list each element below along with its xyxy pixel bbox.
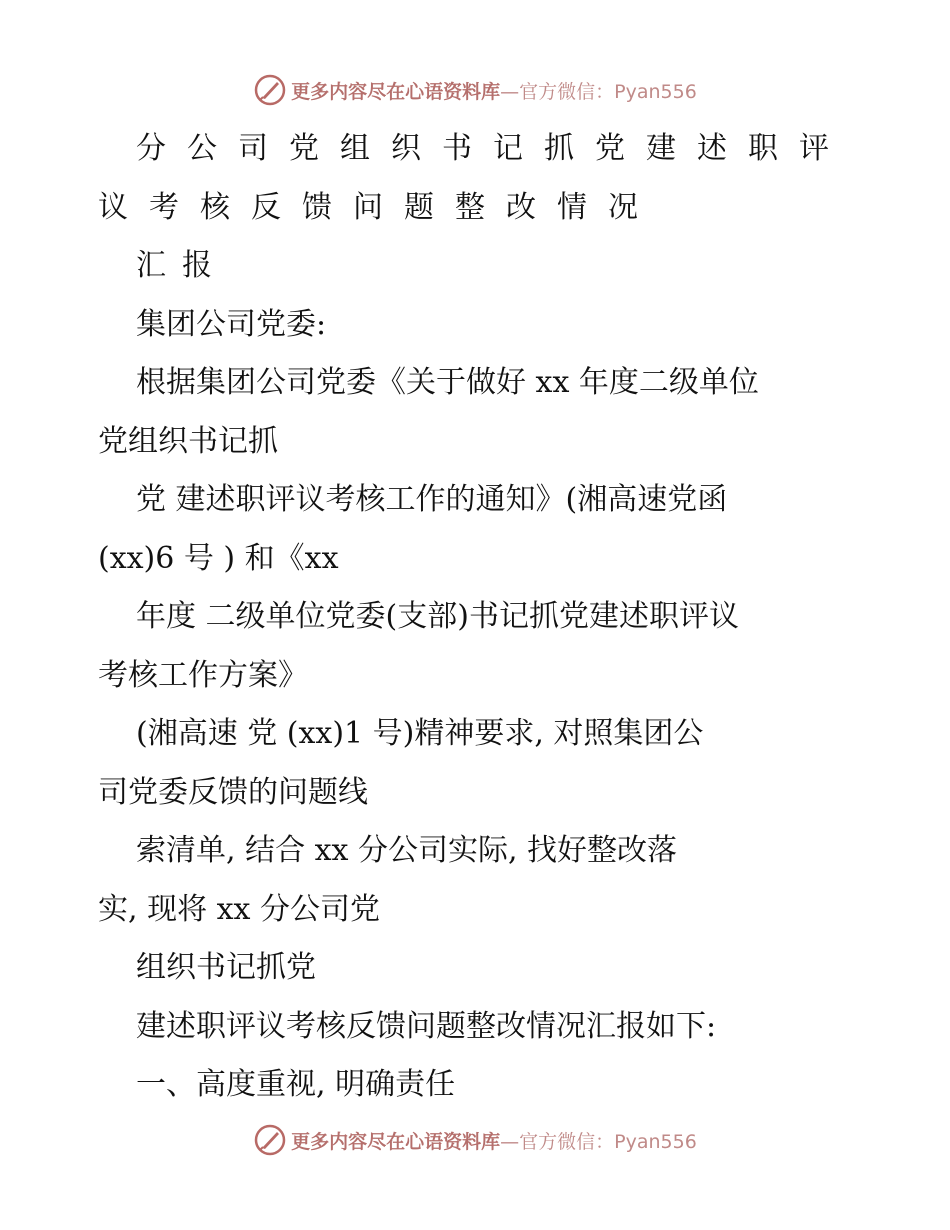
paragraph-line: (湘高速 党 (xx)1 号)精神要求, 对照集团公 [136, 716, 704, 751]
banner-sub-text: 官方微信：Pyan556 [519, 1130, 697, 1153]
banner-separator: — [500, 1130, 520, 1153]
paragraph-line: (xx)6 号 ) 和《xx [98, 540, 339, 576]
paragraph-line: 根据集团公司党委《关于做好 xx 年度二级单位 [136, 365, 759, 400]
paragraph-line: 党 建述职评议考核工作的通知》(湘高速党函 [136, 482, 728, 517]
banner-main-text: 更多内容尽在心语资料库 [291, 80, 501, 103]
paragraph-line: 组织书记抓党 [136, 950, 316, 985]
title-line-2: 议考核反馈问题整改情况 [98, 189, 659, 225]
quill-emblem-icon [253, 73, 287, 107]
footer-banner[interactable] [0, 1120, 950, 1160]
title-line-3: 汇报 [136, 248, 228, 283]
paragraph-line: 索清单, 结合 xx 分公司实际, 找好整改落 [136, 833, 678, 868]
paragraph-line: 年度 二级单位党委(支部)书记抓党建述职评议 [136, 599, 739, 634]
banner-sub-text: 官方微信：Pyan556 [519, 80, 697, 103]
banner-main-text: 更多内容尽在心语资料库 [291, 1130, 501, 1153]
salutation: 集团公司党委: [136, 306, 327, 342]
banner-text [291, 1127, 697, 1154]
paragraph-line: 考核工作方案》 [98, 657, 308, 693]
section-heading: 一、高度重视, 明确责任 [136, 1067, 456, 1102]
paragraph-line: 司党委反馈的问题线 [98, 774, 368, 810]
banner-text [291, 77, 697, 104]
paragraph-line: 党组织书记抓 [98, 423, 278, 459]
paragraph-line: 实, 现将 xx 分公司党 [98, 891, 380, 927]
title-line-1: 分公司党组织书记抓党建述职评 [136, 131, 850, 166]
header-banner[interactable] [0, 70, 950, 110]
quill-emblem-icon [253, 1123, 287, 1157]
document-body [98, 120, 858, 1115]
banner-separator: — [500, 80, 520, 103]
paragraph-line: 建述职评议考核反馈问题整改情况汇报如下: [136, 1008, 717, 1044]
